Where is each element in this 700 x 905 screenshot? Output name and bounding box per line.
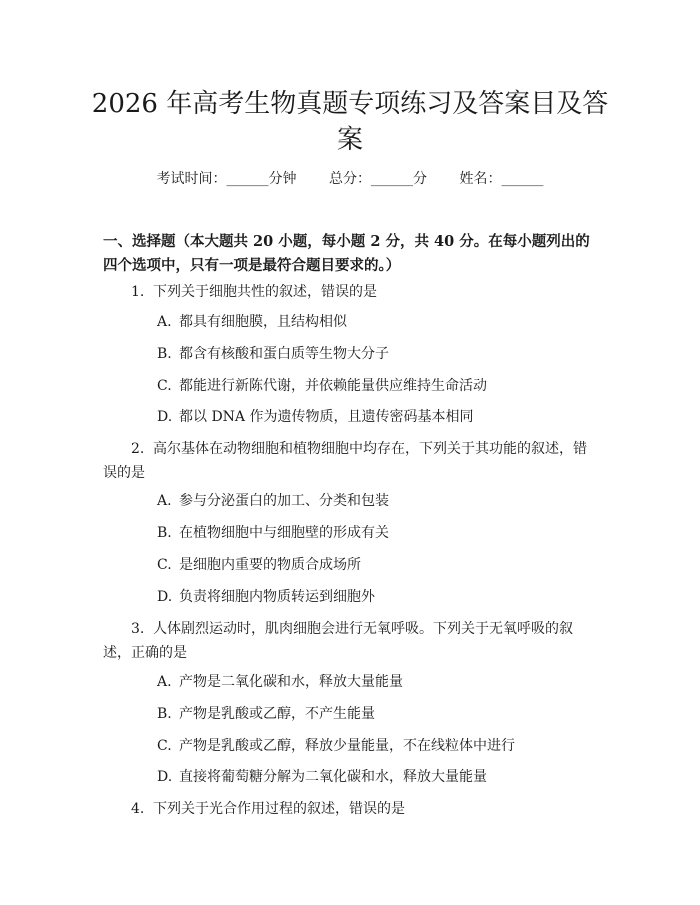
option-letter: B.: [157, 706, 172, 722]
answer-option: [157, 766, 487, 788]
option-text: 都具有细胞膜，且结构相似: [179, 314, 347, 330]
option-text: 负责将细胞内物质转运到细胞外: [179, 589, 375, 605]
question-number: 2.: [131, 441, 145, 457]
option-letter: C.: [157, 557, 172, 573]
question-text: 下列关于细胞共性的叙述，错误的是: [153, 284, 377, 300]
exam-info-row: [0, 168, 700, 188]
option-text: 在植物细胞中与细胞壁的形成有关: [179, 525, 389, 541]
option-text: 都以 DNA 作为遗传物质，且遗传密码基本相同: [179, 409, 474, 425]
page-title: [60, 86, 640, 158]
option-letter: C.: [157, 378, 172, 394]
option-letter: D.: [157, 769, 173, 785]
question-text: 高尔基体在动物细胞和植物细胞中均存在，下列关于其功能的叙述，错误的是: [103, 441, 587, 481]
question-stem: [103, 280, 377, 304]
option-letter: A.: [157, 493, 172, 509]
answer-option: [157, 703, 375, 725]
option-letter: A.: [157, 674, 172, 690]
answer-option: [157, 490, 389, 512]
answer-option: [157, 311, 347, 333]
option-letter: D.: [157, 409, 173, 425]
option-text: 直接将葡萄糖分解为二氧化碳和水，释放大量能量: [179, 769, 487, 785]
option-letter: B.: [157, 346, 172, 362]
page-title-line-1: 2026 年高考生物真题专项练习及答案目及答: [91, 89, 609, 119]
question-text: 下列关于光合作用过程的叙述，错误的是: [153, 801, 405, 817]
option-letter: A.: [157, 314, 172, 330]
question-stem: [103, 617, 600, 665]
total-score-field: 总分：______分: [329, 171, 427, 187]
option-text: 产物是二氧化碳和水，释放大量能量: [179, 674, 403, 690]
answer-option: [157, 406, 473, 428]
name-field: 姓名：______: [459, 171, 544, 187]
question-stem: [103, 797, 405, 821]
option-letter: D.: [157, 589, 173, 605]
option-text: 都含有核酸和蛋白质等生物大分子: [179, 346, 389, 362]
page-title-line-2: 案: [336, 125, 363, 155]
answer-option: [157, 671, 403, 693]
option-text: 产物是乳酸或乙醇，释放少量能量，不在线粒体中进行: [179, 738, 515, 754]
question-number: 1.: [131, 284, 145, 300]
question-number: 4.: [131, 801, 145, 817]
question-number: 3.: [131, 621, 145, 637]
answer-option: [157, 554, 361, 576]
section-heading: 一、选择题（本大题共 20 小题，每小题 2 分，共 40 分。在每小题列出的四个选项中，只有一项是最符合题目要求的。）: [103, 233, 590, 274]
option-text: 都能进行新陈代谢，并依赖能量供应维持生命活动: [179, 378, 487, 394]
option-text: 参与分泌蛋白的加工、分类和包装: [179, 493, 389, 509]
answer-option: [157, 375, 487, 397]
option-text: 是细胞内重要的物质合成场所: [179, 557, 361, 573]
answer-option: [157, 735, 515, 757]
question-stem: [103, 437, 600, 485]
answer-option: [157, 522, 389, 544]
question-text: 人体剧烈运动时，肌肉细胞会进行无氧呼吸。下列关于无氧呼吸的叙述，正确的是: [103, 621, 573, 661]
option-letter: C.: [157, 738, 172, 754]
option-text: 产物是乳酸或乙醇，不产生能量: [179, 706, 375, 722]
answer-option: [157, 343, 389, 365]
option-letter: B.: [157, 525, 172, 541]
exam-time-field: 考试时间：______分钟: [156, 171, 297, 187]
answer-option: [157, 586, 375, 608]
